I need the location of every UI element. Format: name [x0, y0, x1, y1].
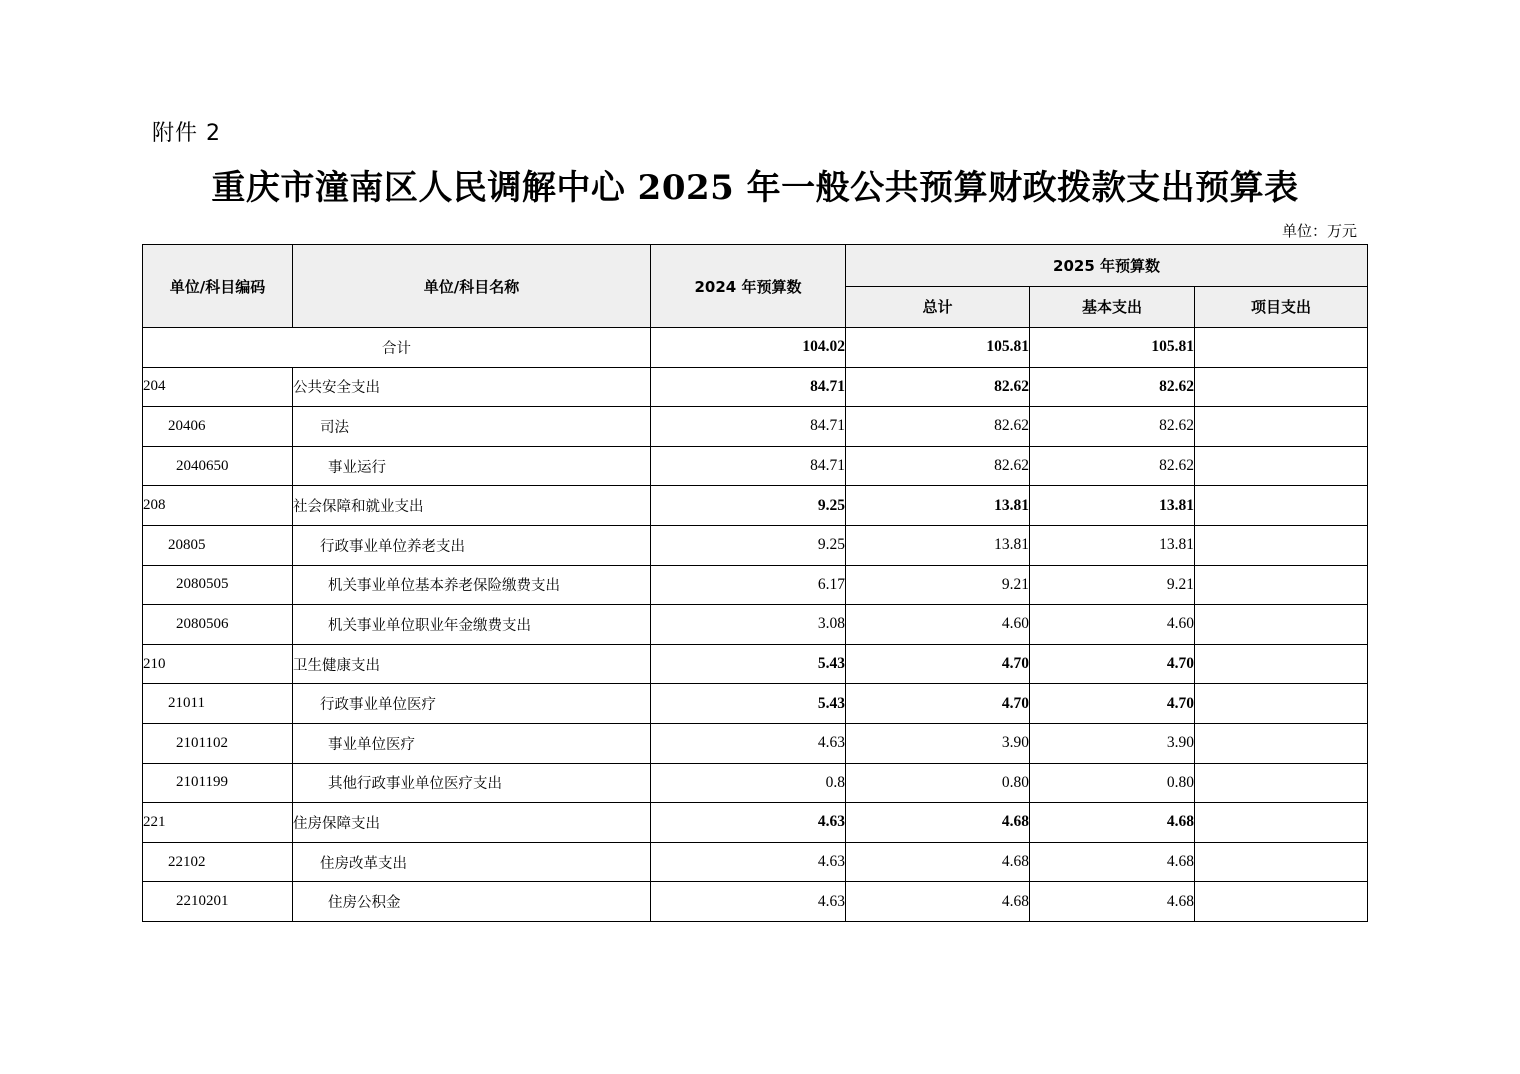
table-row	[143, 446, 1368, 486]
table-row	[143, 565, 1368, 605]
total-project	[1195, 328, 1368, 368]
row-code: 221	[143, 803, 293, 843]
row-code: 204	[143, 367, 293, 407]
row-name: 行政事业单位医疗	[293, 684, 651, 724]
row-code: 2101102	[143, 723, 293, 763]
row-total: 82.62	[846, 446, 1030, 486]
row-name: 公共安全支出	[293, 367, 651, 407]
row-basic: 82.62	[1030, 407, 1195, 447]
header-code: 单位/科目编码	[143, 245, 293, 328]
row-budget-2024: 84.71	[651, 367, 846, 407]
row-project	[1195, 723, 1368, 763]
header-basic: 基本支出	[1030, 286, 1195, 328]
row-project	[1195, 644, 1368, 684]
table-row	[143, 525, 1368, 565]
header-total: 总计	[846, 286, 1030, 328]
row-code: 20805	[143, 525, 293, 565]
row-total: 4.68	[846, 803, 1030, 843]
row-code: 210	[143, 644, 293, 684]
row-name: 行政事业单位养老支出	[293, 525, 651, 565]
row-code: 2210201	[143, 882, 293, 922]
row-budget-2024: 6.17	[651, 565, 846, 605]
table-row	[143, 486, 1368, 526]
row-total: 4.68	[846, 882, 1030, 922]
row-project	[1195, 407, 1368, 447]
header-name: 单位/科目名称	[293, 245, 651, 328]
header-budget-2024: 2024 年预算数	[651, 245, 846, 328]
row-total: 4.70	[846, 644, 1030, 684]
row-basic: 4.70	[1030, 684, 1195, 724]
row-project	[1195, 803, 1368, 843]
header-budget-2025: 2025 年预算数	[846, 245, 1368, 287]
page-title: 重庆市潼南区人民调解中心 2025 年一般公共预算财政拨款支出预算表	[211, 168, 1299, 208]
row-basic: 4.68	[1030, 842, 1195, 882]
row-budget-2024: 4.63	[651, 803, 846, 843]
row-name: 司法	[293, 407, 651, 447]
row-project	[1195, 842, 1368, 882]
row-basic: 3.90	[1030, 723, 1195, 763]
row-total: 13.81	[846, 486, 1030, 526]
table-row	[143, 644, 1368, 684]
row-basic: 9.21	[1030, 565, 1195, 605]
row-project	[1195, 605, 1368, 645]
row-budget-2024: 9.25	[651, 486, 846, 526]
table-row	[143, 763, 1368, 803]
row-code: 22102	[143, 842, 293, 882]
table-row	[143, 803, 1368, 843]
total-basic: 105.81	[1030, 328, 1195, 368]
row-budget-2024: 84.71	[651, 407, 846, 447]
row-code: 2101199	[143, 763, 293, 803]
row-project	[1195, 882, 1368, 922]
row-total: 13.81	[846, 525, 1030, 565]
row-total: 82.62	[846, 367, 1030, 407]
row-code: 208	[143, 486, 293, 526]
row-basic: 4.70	[1030, 644, 1195, 684]
row-name: 机关事业单位职业年金缴费支出	[293, 605, 651, 645]
row-basic: 82.62	[1030, 446, 1195, 486]
header-project: 项目支出	[1195, 286, 1368, 328]
table-row	[143, 367, 1368, 407]
row-basic: 4.60	[1030, 605, 1195, 645]
row-total: 9.21	[846, 565, 1030, 605]
budget-table	[142, 244, 1368, 922]
row-name: 卫生健康支出	[293, 644, 651, 684]
row-project	[1195, 684, 1368, 724]
table-row	[143, 882, 1368, 922]
row-basic: 13.81	[1030, 486, 1195, 526]
row-project	[1195, 525, 1368, 565]
total-budget-2024: 104.02	[651, 328, 846, 368]
row-project	[1195, 367, 1368, 407]
row-total: 4.68	[846, 842, 1030, 882]
row-basic: 4.68	[1030, 882, 1195, 922]
row-budget-2024: 5.43	[651, 644, 846, 684]
row-name: 其他行政事业单位医疗支出	[293, 763, 651, 803]
row-code: 2080506	[143, 605, 293, 645]
row-basic: 0.80	[1030, 763, 1195, 803]
table-row	[143, 605, 1368, 645]
row-total: 4.60	[846, 605, 1030, 645]
table-header	[143, 245, 1368, 328]
row-code: 20406	[143, 407, 293, 447]
row-name: 住房保障支出	[293, 803, 651, 843]
row-budget-2024: 84.71	[651, 446, 846, 486]
total-row	[143, 328, 1368, 368]
row-project	[1195, 763, 1368, 803]
row-budget-2024: 9.25	[651, 525, 846, 565]
row-name: 机关事业单位基本养老保险缴费支出	[293, 565, 651, 605]
row-code: 2040650	[143, 446, 293, 486]
row-code: 21011	[143, 684, 293, 724]
row-total: 82.62	[846, 407, 1030, 447]
row-name: 事业运行	[293, 446, 651, 486]
row-project	[1195, 446, 1368, 486]
row-project	[1195, 565, 1368, 605]
row-name: 事业单位医疗	[293, 723, 651, 763]
table-row	[143, 723, 1368, 763]
row-basic: 82.62	[1030, 367, 1195, 407]
table-row	[143, 842, 1368, 882]
unit-label: 单位：万元	[1281, 222, 1357, 240]
row-name: 住房公积金	[293, 882, 651, 922]
row-budget-2024: 4.63	[651, 723, 846, 763]
total-label: 合计	[143, 328, 651, 368]
table-row	[143, 684, 1368, 724]
attachment-label: 附件 2	[152, 121, 221, 146]
row-total: 4.70	[846, 684, 1030, 724]
row-total: 3.90	[846, 723, 1030, 763]
row-budget-2024: 4.63	[651, 882, 846, 922]
total-total: 105.81	[846, 328, 1030, 368]
row-budget-2024: 0.8	[651, 763, 846, 803]
row-project	[1195, 486, 1368, 526]
row-name: 住房改革支出	[293, 842, 651, 882]
row-budget-2024: 3.08	[651, 605, 846, 645]
row-budget-2024: 4.63	[651, 842, 846, 882]
row-budget-2024: 5.43	[651, 684, 846, 724]
table-row	[143, 407, 1368, 447]
row-basic: 13.81	[1030, 525, 1195, 565]
row-total: 0.80	[846, 763, 1030, 803]
row-name: 社会保障和就业支出	[293, 486, 651, 526]
row-basic: 4.68	[1030, 803, 1195, 843]
row-code: 2080505	[143, 565, 293, 605]
